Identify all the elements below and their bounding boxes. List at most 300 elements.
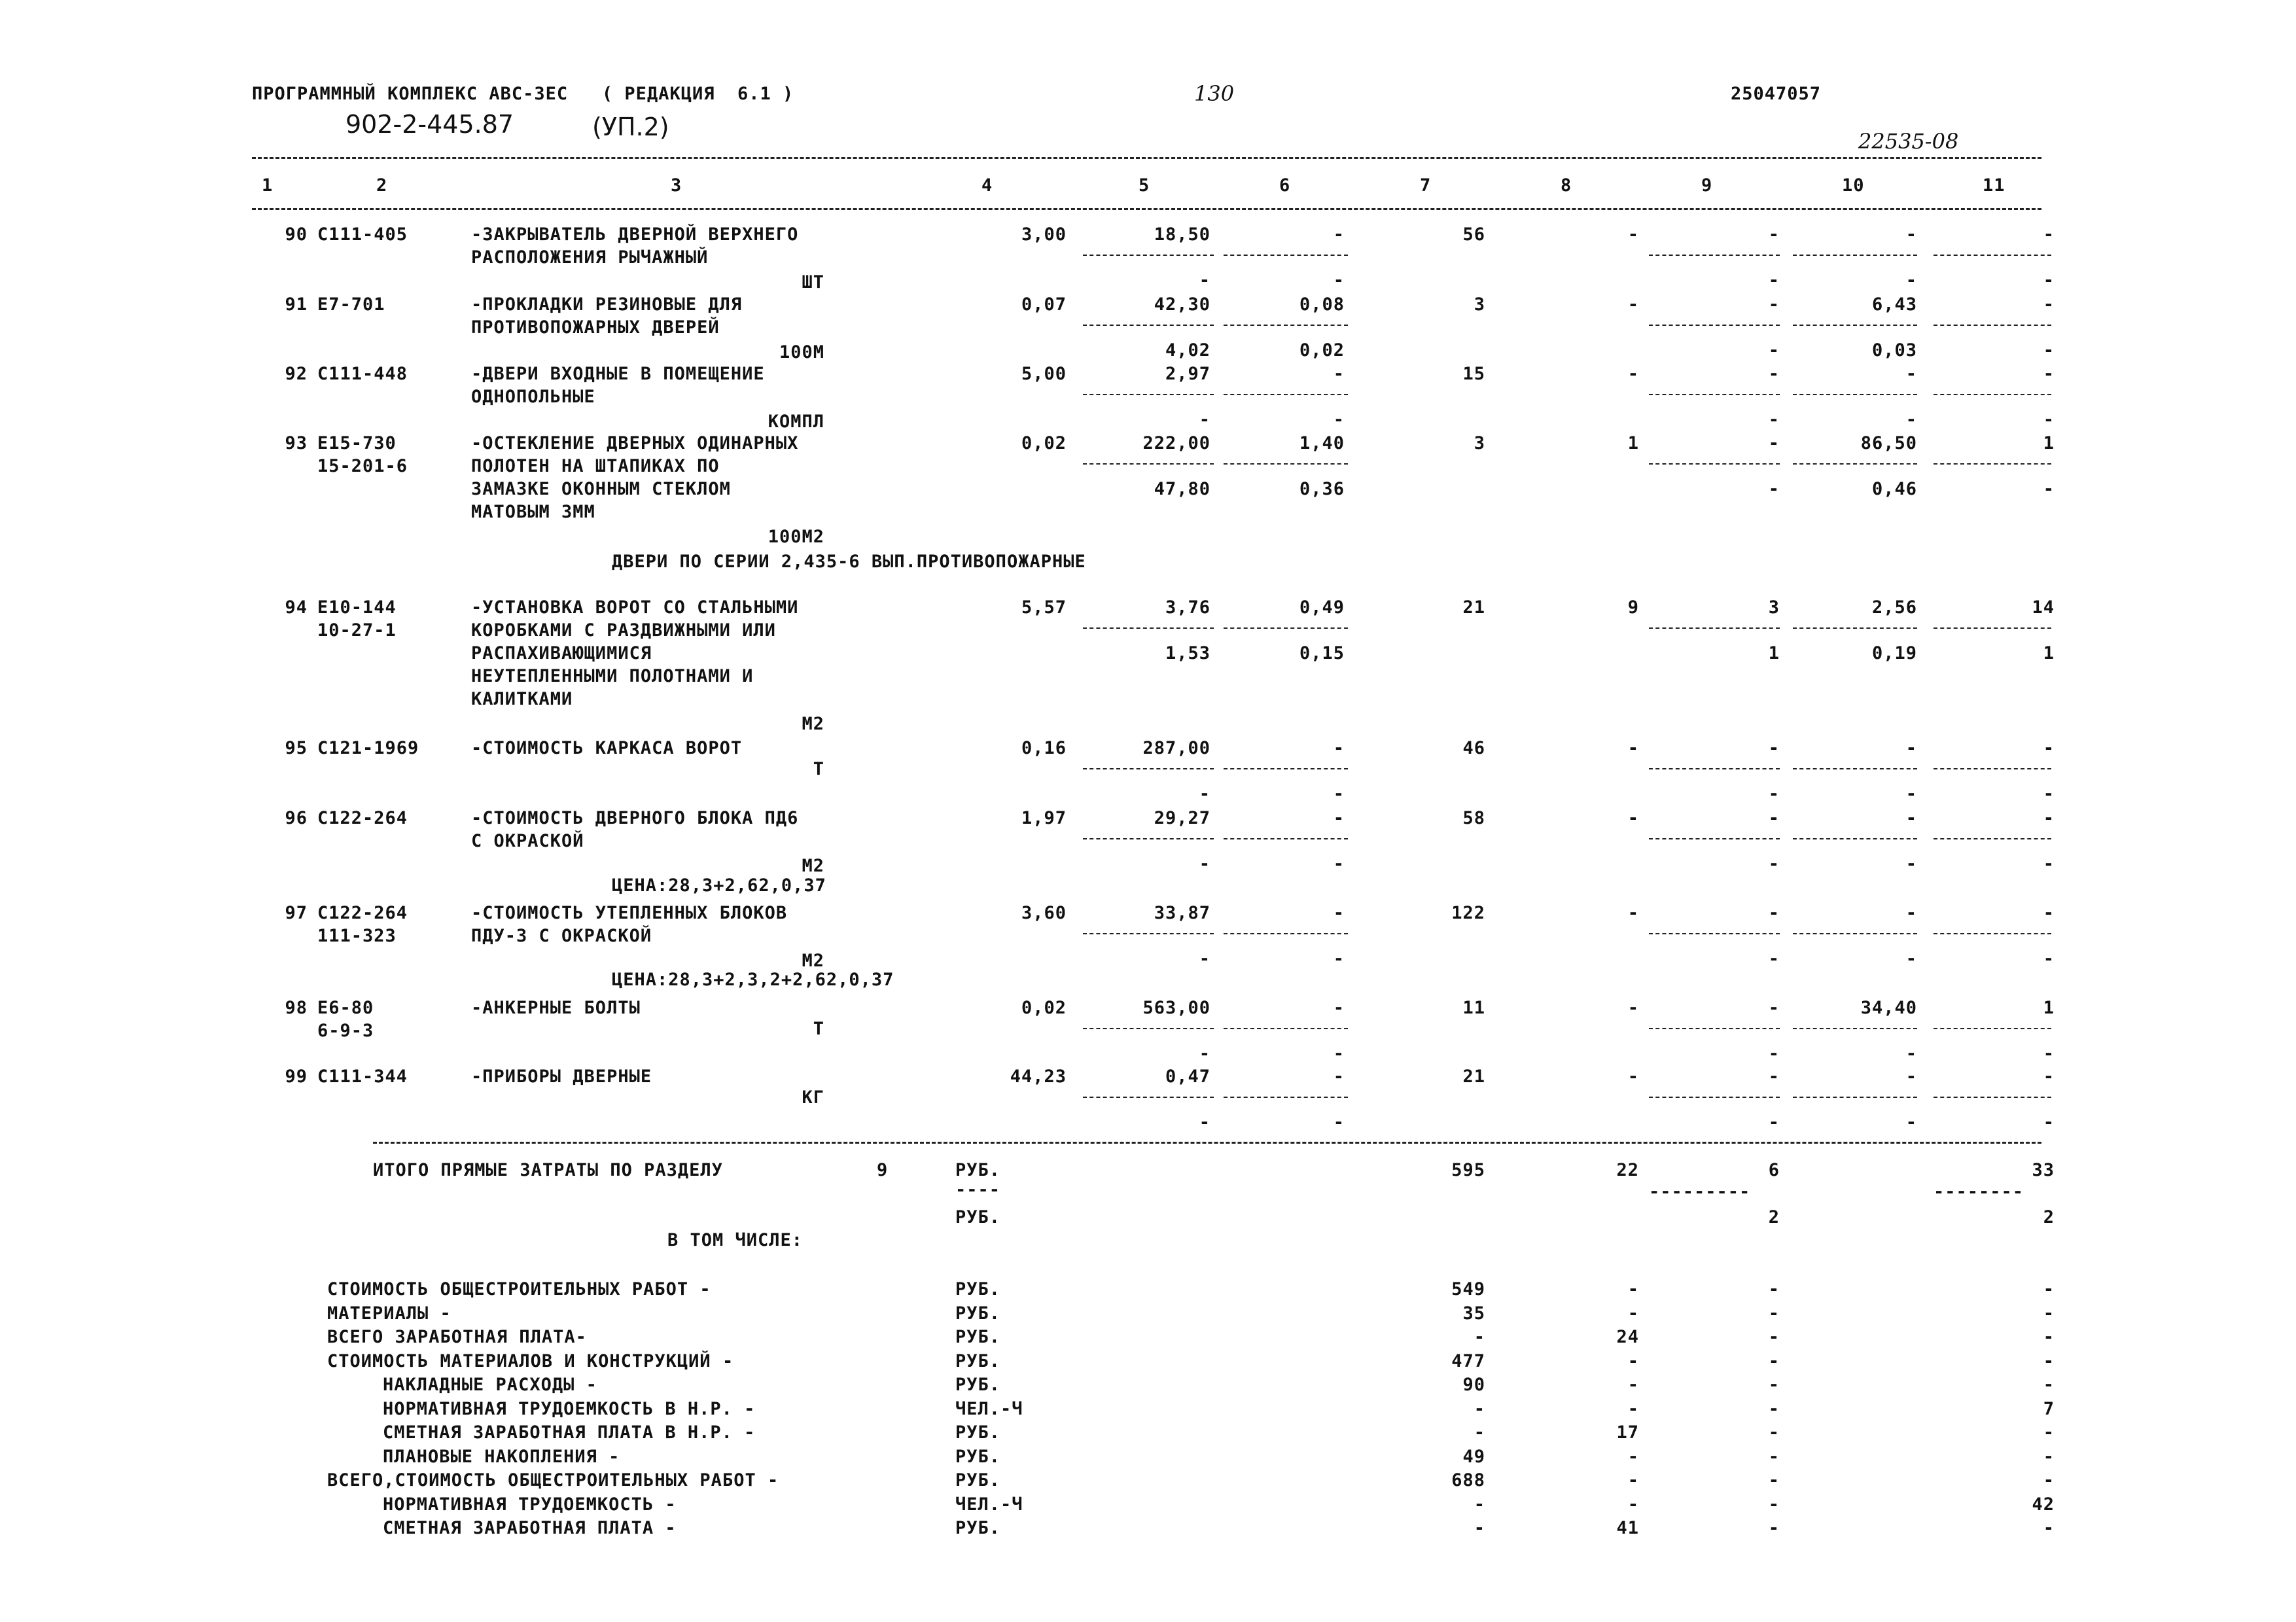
value-c6-sub: - bbox=[1333, 410, 1345, 430]
value-c6: - bbox=[1333, 903, 1345, 923]
value-c9: 3 bbox=[1768, 597, 1780, 618]
breakdown-unit: РУБ. bbox=[955, 1279, 1001, 1299]
work-description: ЗАМАЗКЕ ОКОННЫМ СТЕКЛОМ bbox=[471, 479, 731, 499]
breakdown-col9: - bbox=[1768, 1327, 1780, 1347]
breakdown-col7: - bbox=[1474, 1518, 1485, 1538]
value-c6: - bbox=[1333, 1067, 1345, 1087]
value-c5: 287,00 bbox=[1142, 738, 1210, 758]
work-description: -ДВЕРИ ВХОДНЫЕ В ПОМЕЩЕНИЕ bbox=[471, 364, 765, 384]
wage-total: - bbox=[1627, 998, 1639, 1018]
cell-divider bbox=[1934, 463, 2051, 465]
resource-code: С111-405 bbox=[317, 224, 408, 245]
breakdown-col11: - bbox=[2043, 1279, 2055, 1299]
value-c11: - bbox=[2043, 903, 2055, 923]
cell-divider bbox=[1649, 838, 1780, 839]
quantity: 0,02 bbox=[1021, 998, 1067, 1018]
cell-divider bbox=[1649, 933, 1780, 934]
value-c6-sub: - bbox=[1333, 1112, 1345, 1133]
work-description: -ПРИБОРЫ ДВЕРНЫЕ bbox=[471, 1067, 652, 1087]
work-description: РАСПАХИВАЮЩИМИСЯ bbox=[471, 643, 652, 663]
value-c10-sub: - bbox=[1905, 1044, 1917, 1064]
value-c6: - bbox=[1333, 224, 1345, 245]
breakdown-col7: 35 bbox=[1462, 1303, 1485, 1324]
cell-divider bbox=[1083, 394, 1214, 395]
cell-divider bbox=[1934, 394, 2051, 395]
breakdown-col8: 24 bbox=[1616, 1327, 1639, 1347]
value-c11-sub: 1 bbox=[2043, 643, 2055, 663]
row-number: 99 bbox=[285, 1067, 308, 1087]
colnum-4: 4 bbox=[981, 175, 993, 196]
value-c11: - bbox=[2043, 808, 2055, 828]
value-c11: - bbox=[2043, 1067, 2055, 1087]
work-description: ПДУ-3 С ОКРАСКОЙ bbox=[471, 926, 652, 946]
value-c10: - bbox=[1905, 364, 1917, 384]
wage-total: - bbox=[1627, 903, 1639, 923]
breakdown-unit: РУБ. bbox=[955, 1303, 1001, 1324]
value-c10: - bbox=[1905, 903, 1917, 923]
value-c11-sub: - bbox=[2043, 479, 2055, 499]
cell-divider bbox=[1224, 1097, 1348, 1098]
value-c11: 1 bbox=[2043, 998, 2055, 1018]
value-c5: 222,00 bbox=[1142, 433, 1210, 453]
breakdown-col7: 49 bbox=[1462, 1447, 1485, 1467]
resource-code: С122-264 bbox=[317, 903, 408, 923]
value-c6-sub: - bbox=[1333, 1044, 1345, 1064]
value-c11-sub: - bbox=[2043, 949, 2055, 969]
cell-divider bbox=[1793, 838, 1917, 839]
work-description: -АНКЕРНЫЕ БОЛТЫ bbox=[471, 998, 641, 1018]
cell-divider bbox=[1793, 463, 1917, 465]
breakdown-col7: - bbox=[1474, 1327, 1485, 1347]
total-col11-sub: 2 bbox=[2043, 1207, 2055, 1227]
value-c10: - bbox=[1905, 1067, 1917, 1087]
row-number: 93 bbox=[285, 433, 308, 453]
breakdown-col11: - bbox=[2043, 1327, 2055, 1347]
cost-total: 3 bbox=[1474, 433, 1485, 453]
cell-divider bbox=[1224, 768, 1348, 769]
cell-divider bbox=[1083, 463, 1214, 465]
cell-divider bbox=[1934, 255, 2051, 256]
total-col11: 33 bbox=[2032, 1160, 2055, 1180]
breakdown-col7: 90 bbox=[1462, 1375, 1485, 1395]
cell-divider bbox=[1224, 1028, 1348, 1029]
value-c6-sub: 0,02 bbox=[1299, 340, 1345, 361]
cost-total: 58 bbox=[1462, 808, 1485, 828]
row-number: 90 bbox=[285, 224, 308, 245]
resource-code: Е6-80 bbox=[317, 998, 374, 1018]
unit-of-measure: ШТ bbox=[802, 272, 824, 292]
value-c9-sub: - bbox=[1768, 410, 1780, 430]
unit-of-measure: КГ bbox=[802, 1087, 824, 1108]
colnum-5: 5 bbox=[1139, 175, 1150, 196]
breakdown-label: СТОИМОСТЬ ОБЩЕСТРОИТЕЛЬНЫХ РАБОТ - bbox=[327, 1279, 711, 1299]
header-bottom-rule bbox=[252, 208, 2041, 210]
wage-total: - bbox=[1627, 224, 1639, 245]
breakdown-col8: - bbox=[1627, 1279, 1639, 1299]
cost-total: 15 bbox=[1462, 364, 1485, 384]
value-c9: - bbox=[1768, 903, 1780, 923]
value-c9-sub: - bbox=[1768, 270, 1780, 291]
breakdown-unit: РУБ. bbox=[955, 1351, 1001, 1371]
breakdown-col11: - bbox=[2043, 1375, 2055, 1395]
cell-divider bbox=[1083, 1028, 1214, 1029]
work-description: КАЛИТКАМИ bbox=[471, 689, 573, 709]
value-c11-sub: - bbox=[2043, 1112, 2055, 1133]
value-c11-sub: - bbox=[2043, 1044, 2055, 1064]
value-c9: - bbox=[1768, 294, 1780, 315]
price-note-96: ЦЕНА:28,3+2,62,0,37 bbox=[612, 875, 826, 896]
unit-of-measure: Т bbox=[813, 1019, 824, 1039]
program-header: ПРОГРАММНЫЙ КОМПЛЕКС АВС-ЗЕС ( РЕДАКЦИЯ 6.1 ) bbox=[252, 84, 794, 104]
cell-divider bbox=[1083, 838, 1214, 839]
breakdown-col9: - bbox=[1768, 1375, 1780, 1395]
value-c9-sub: - bbox=[1768, 1112, 1780, 1133]
header-top-rule bbox=[252, 157, 2041, 159]
cell-divider bbox=[1793, 1097, 1917, 1098]
unit-of-measure: М2 bbox=[802, 714, 824, 734]
value-c10: - bbox=[1905, 738, 1917, 758]
quantity: 5,57 bbox=[1021, 597, 1067, 618]
work-description: -ПРОКЛАДКИ РЕЗИНОВЫЕ ДЛЯ bbox=[471, 294, 743, 315]
value-c5-sub: 4,02 bbox=[1165, 340, 1210, 361]
cell-divider bbox=[1793, 325, 1917, 326]
breakdown-col9: - bbox=[1768, 1422, 1780, 1443]
quantity: 0,07 bbox=[1021, 294, 1067, 315]
value-c6: 0,08 bbox=[1299, 294, 1345, 315]
cell-divider bbox=[1649, 394, 1780, 395]
quantity: 0,16 bbox=[1021, 738, 1067, 758]
work-description: -СТОИМОСТЬ УТЕПЛЕННЫХ БЛОКОВ bbox=[471, 903, 788, 923]
cell-divider bbox=[1649, 768, 1780, 769]
breakdown-label: СТОИМОСТЬ МАТЕРИАЛОВ И КОНСТРУКЦИЙ - bbox=[327, 1351, 734, 1371]
cost-total: 46 bbox=[1462, 738, 1485, 758]
breakdown-label: НАКЛАДНЫЕ РАСХОДЫ - bbox=[383, 1375, 597, 1395]
breakdown-col8: - bbox=[1627, 1303, 1639, 1324]
breakdown-col9: - bbox=[1768, 1351, 1780, 1371]
wage-total: 9 bbox=[1627, 597, 1639, 618]
total-col8: 22 bbox=[1616, 1160, 1639, 1180]
value-c9: - bbox=[1768, 998, 1780, 1018]
value-c6: - bbox=[1333, 738, 1345, 758]
cell-divider bbox=[1224, 463, 1348, 465]
cell-divider bbox=[1934, 933, 2051, 934]
cell-divider bbox=[1793, 768, 1917, 769]
value-c5: 18,50 bbox=[1154, 224, 1210, 245]
breakdown-col8: 17 bbox=[1616, 1422, 1639, 1443]
quantity: 3,00 bbox=[1021, 224, 1067, 245]
value-c6-sub: - bbox=[1333, 784, 1345, 804]
value-c10-sub: 0,19 bbox=[1871, 643, 1917, 663]
breakdown-col9: - bbox=[1768, 1494, 1780, 1515]
breakdown-col11: - bbox=[2043, 1470, 2055, 1490]
cell-divider bbox=[1224, 627, 1348, 629]
cell-divider bbox=[1934, 768, 2051, 769]
value-c11-sub: - bbox=[2043, 270, 2055, 291]
unit-of-measure: Т bbox=[813, 759, 824, 779]
resource-code: С121-1969 bbox=[317, 738, 419, 758]
value-c10-sub: - bbox=[1905, 784, 1917, 804]
breakdown-col9: - bbox=[1768, 1470, 1780, 1490]
value-c9: - bbox=[1768, 808, 1780, 828]
value-c11-sub: - bbox=[2043, 410, 2055, 430]
resource-code: С111-448 bbox=[317, 364, 408, 384]
cell-divider bbox=[1649, 255, 1780, 256]
reference-number: 22535-08 bbox=[1858, 129, 1959, 154]
value-c6-sub: 0,15 bbox=[1299, 643, 1345, 663]
row-number: 94 bbox=[285, 597, 308, 618]
cell-divider bbox=[1793, 933, 1917, 934]
value-c10: - bbox=[1905, 224, 1917, 245]
breakdown-col8: - bbox=[1627, 1494, 1639, 1515]
work-description: -ЗАКРЫВАТЕЛЬ ДВЕРНОЙ ВЕРХНЕГО bbox=[471, 224, 799, 245]
value-c5: 3,76 bbox=[1165, 597, 1210, 618]
breakdown-label: ВСЕГО ЗАРАБОТНАЯ ПЛАТА- bbox=[327, 1327, 587, 1347]
value-c10-sub: - bbox=[1905, 410, 1917, 430]
breakdown-col8: - bbox=[1627, 1351, 1639, 1371]
resource-code: Е10-144 bbox=[317, 597, 397, 618]
cell-divider bbox=[1224, 255, 1348, 256]
value-c9-sub: - bbox=[1768, 854, 1780, 874]
value-c5: 2,97 bbox=[1165, 364, 1210, 384]
value-c9: - bbox=[1768, 1067, 1780, 1087]
work-description: МАТОВЫМ ЗММ bbox=[471, 502, 595, 522]
value-c5: 42,30 bbox=[1154, 294, 1210, 315]
cell-divider bbox=[1934, 1097, 2051, 1098]
cost-total: 11 bbox=[1462, 998, 1485, 1018]
value-c9-sub: 1 bbox=[1768, 643, 1780, 663]
breakdown-col8: - bbox=[1627, 1375, 1639, 1395]
cell-divider bbox=[1649, 627, 1780, 629]
cell-divider bbox=[1083, 768, 1214, 769]
value-c5: 33,87 bbox=[1154, 903, 1210, 923]
breakdown-unit: РУБ. bbox=[955, 1470, 1001, 1490]
value-c6: 1,40 bbox=[1299, 433, 1345, 453]
breakdown-col11: 7 bbox=[2043, 1399, 2055, 1419]
cell-divider bbox=[1793, 255, 1917, 256]
colnum-7: 7 bbox=[1420, 175, 1432, 196]
value-c11-sub: - bbox=[2043, 854, 2055, 874]
album-number: (УП.2) bbox=[592, 113, 669, 141]
colnum-3: 3 bbox=[671, 175, 682, 196]
breakdown-label: МАТЕРИАЛЫ - bbox=[327, 1303, 451, 1324]
cost-total: 21 bbox=[1462, 1067, 1485, 1087]
cell-divider bbox=[1793, 1028, 1917, 1029]
breakdown-label: СМЕТНАЯ ЗАРАБОТНАЯ ПЛАТА - bbox=[383, 1518, 677, 1538]
value-c5-sub: 47,80 bbox=[1154, 479, 1210, 499]
breakdown-col9: - bbox=[1768, 1303, 1780, 1324]
wage-total: - bbox=[1627, 738, 1639, 758]
cell-divider bbox=[1224, 325, 1348, 326]
value-c10-sub: - bbox=[1905, 1112, 1917, 1133]
cell-divider bbox=[1224, 394, 1348, 395]
value-c9-sub: - bbox=[1768, 340, 1780, 361]
cell-divider bbox=[1083, 933, 1214, 934]
quantity: 5,00 bbox=[1021, 364, 1067, 384]
colnum-8: 8 bbox=[1561, 175, 1572, 196]
work-description: ПРОТИВОПОЖАРНЫХ ДВЕРЕЙ bbox=[471, 317, 720, 338]
work-description: РАСПОЛОЖЕНИЯ РЫЧАЖНЫЙ bbox=[471, 247, 709, 268]
total-label: ИТОГО ПРЯМЫЕ ЗАТРАТЫ ПО РАЗДЕЛУ bbox=[373, 1160, 723, 1180]
row-number: 98 bbox=[285, 998, 308, 1018]
value-c6: 0,49 bbox=[1299, 597, 1345, 618]
breakdown-unit: ЧЕЛ.-Ч bbox=[955, 1399, 1023, 1419]
breakdown-col7: 477 bbox=[1451, 1351, 1485, 1371]
value-c10: - bbox=[1905, 808, 1917, 828]
value-c9: - bbox=[1768, 738, 1780, 758]
cell-divider bbox=[1649, 1028, 1780, 1029]
value-c10: 34,40 bbox=[1860, 998, 1917, 1018]
breakdown-label: НОРМАТИВНАЯ ТРУДОЕМКОСТЬ - bbox=[383, 1494, 677, 1515]
cell-divider bbox=[1649, 325, 1780, 326]
colnum-11: 11 bbox=[1983, 175, 2005, 196]
value-c11: - bbox=[2043, 224, 2055, 245]
value-c5-sub: - bbox=[1199, 270, 1210, 291]
total-col9-sub: 2 bbox=[1768, 1207, 1780, 1227]
value-c9-sub: - bbox=[1768, 1044, 1780, 1064]
breakdown-col8: - bbox=[1627, 1470, 1639, 1490]
wage-total: - bbox=[1627, 1067, 1639, 1087]
breakdown-col7: - bbox=[1474, 1422, 1485, 1443]
value-c6-sub: 0,36 bbox=[1299, 479, 1345, 499]
cost-total: 3 bbox=[1474, 294, 1485, 315]
breakdown-label: СМЕТНАЯ ЗАРАБОТНАЯ ПЛАТА В Н.Р. - bbox=[383, 1422, 756, 1443]
wage-total: - bbox=[1627, 808, 1639, 828]
breakdown-label: НОРМАТИВНАЯ ТРУДОЕМКОСТЬ В Н.Р. - bbox=[383, 1399, 756, 1419]
breakdown-col11: - bbox=[2043, 1447, 2055, 1467]
wage-total: - bbox=[1627, 294, 1639, 315]
value-c5-sub: 1,53 bbox=[1165, 643, 1210, 663]
summary-rule bbox=[373, 1142, 2041, 1144]
value-c10: 86,50 bbox=[1860, 433, 1917, 453]
wage-total: 1 bbox=[1627, 433, 1639, 453]
colnum-6: 6 bbox=[1279, 175, 1291, 196]
breakdown-unit: РУБ. bbox=[955, 1518, 1001, 1538]
work-description: НЕУТЕПЛЕННЫМИ ПОЛОТНАМИ И bbox=[471, 666, 754, 686]
cell-divider bbox=[1224, 933, 1348, 934]
unit-of-measure: 100М2 bbox=[768, 527, 824, 547]
project-number: 902-2-445.87 bbox=[345, 110, 514, 139]
value-c5: 0,47 bbox=[1165, 1067, 1210, 1087]
resource-code: Е7-701 bbox=[317, 294, 385, 315]
breakdown-col7: 688 bbox=[1451, 1470, 1485, 1490]
breakdown-unit: РУБ. bbox=[955, 1375, 1001, 1395]
breakdown-col9: - bbox=[1768, 1399, 1780, 1419]
cost-total: 56 bbox=[1462, 224, 1485, 245]
breakdown-label: ПЛАНОВЫЕ НАКОПЛЕНИЯ - bbox=[383, 1447, 620, 1467]
breakdown-col9: - bbox=[1768, 1447, 1780, 1467]
section-number: 9 bbox=[877, 1160, 889, 1180]
breakdown-label: ВСЕГО,СТОИМОСТЬ ОБЩЕСТРОИТЕЛЬНЫХ РАБОТ - bbox=[327, 1470, 779, 1490]
cell-divider bbox=[1793, 394, 1917, 395]
price-note-97: ЦЕНА:28,3+2,3,2+2,62,0,37 bbox=[612, 970, 894, 990]
value-c10: 6,43 bbox=[1871, 294, 1917, 315]
breakdown-unit: РУБ. bbox=[955, 1327, 1001, 1347]
value-c11: - bbox=[2043, 364, 2055, 384]
value-c5-sub: - bbox=[1199, 784, 1210, 804]
breakdown-col8: 41 bbox=[1616, 1518, 1639, 1538]
cell-divider bbox=[1083, 255, 1214, 256]
row-number: 92 bbox=[285, 364, 308, 384]
value-c6-sub: - bbox=[1333, 949, 1345, 969]
row-number: 95 bbox=[285, 738, 308, 758]
value-c9-sub: - bbox=[1768, 784, 1780, 804]
cell-divider bbox=[1934, 627, 2051, 629]
unit-of-measure: М2 bbox=[802, 856, 824, 876]
work-description: С ОКРАСКОЙ bbox=[471, 831, 584, 851]
cell-divider bbox=[1649, 1097, 1780, 1098]
cell-divider bbox=[1793, 627, 1917, 629]
value-c9: - bbox=[1768, 433, 1780, 453]
including-heading: В ТОМ ЧИСЛЕ: bbox=[667, 1230, 804, 1250]
unit-of-measure: 100М bbox=[779, 342, 824, 362]
breakdown-col7: - bbox=[1474, 1494, 1485, 1515]
value-c11-sub: - bbox=[2043, 784, 2055, 804]
value-c11: - bbox=[2043, 738, 2055, 758]
unit-of-measure: КОМПЛ bbox=[768, 412, 824, 432]
breakdown-col11: - bbox=[2043, 1518, 2055, 1538]
value-c5-sub: - bbox=[1199, 410, 1210, 430]
colnum-2: 2 bbox=[376, 175, 388, 196]
breakdown-unit: РУБ. bbox=[955, 1447, 1001, 1467]
quantity: 3,60 bbox=[1021, 903, 1067, 923]
breakdown-unit: РУБ. bbox=[955, 1422, 1001, 1443]
series-heading: ДВЕРИ ПО СЕРИИ 2,435-6 ВЫП.ПРОТИВОПОЖАРНЫЕ bbox=[612, 552, 1086, 572]
cell-divider bbox=[1934, 325, 2051, 326]
cell-divider bbox=[1934, 1028, 2051, 1029]
breakdown-col11: - bbox=[2043, 1303, 2055, 1324]
row-number: 91 bbox=[285, 294, 308, 315]
cell-divider bbox=[1649, 463, 1780, 465]
work-description: -СТОИМОСТЬ ДВЕРНОГО БЛОКА ПД6 bbox=[471, 808, 799, 828]
value-c5-sub: - bbox=[1199, 949, 1210, 969]
resource-code: 15-201-6 bbox=[317, 456, 408, 476]
value-c5: 563,00 bbox=[1142, 998, 1210, 1018]
colnum-9: 9 bbox=[1701, 175, 1713, 196]
resource-code: С111-344 bbox=[317, 1067, 408, 1087]
work-description: ПОЛОТЕН НА ШТАПИКАХ ПО bbox=[471, 456, 720, 476]
cell-divider bbox=[1083, 325, 1214, 326]
value-c11: - bbox=[2043, 294, 2055, 315]
document-code: 25047057 bbox=[1731, 84, 1822, 104]
quantity: 0,02 bbox=[1021, 433, 1067, 453]
cost-total: 21 bbox=[1462, 597, 1485, 618]
value-c6: - bbox=[1333, 998, 1345, 1018]
breakdown-col8: - bbox=[1627, 1399, 1639, 1419]
row-number: 97 bbox=[285, 903, 308, 923]
cell-divider bbox=[1083, 627, 1214, 629]
value-c9-sub: - bbox=[1768, 479, 1780, 499]
cell-divider bbox=[1224, 838, 1348, 839]
unit-of-measure: М2 bbox=[802, 951, 824, 971]
value-c10-sub: - bbox=[1905, 270, 1917, 291]
breakdown-col7: 549 bbox=[1451, 1279, 1485, 1299]
work-description: -УСТАНОВКА ВОРОТ СО СТАЛЬНЫМИ bbox=[471, 597, 799, 618]
breakdown-col7: - bbox=[1474, 1399, 1485, 1419]
cost-total: 122 bbox=[1451, 903, 1485, 923]
breakdown-col11: - bbox=[2043, 1351, 2055, 1371]
value-c10: 2,56 bbox=[1871, 597, 1917, 618]
resource-code: 6-9-3 bbox=[317, 1021, 374, 1041]
breakdown-col11: - bbox=[2043, 1422, 2055, 1443]
value-c6-sub: - bbox=[1333, 854, 1345, 874]
row-number: 96 bbox=[285, 808, 308, 828]
value-c11: 1 bbox=[2043, 433, 2055, 453]
work-description: -СТОИМОСТЬ КАРКАСА ВОРОТ bbox=[471, 738, 743, 758]
resource-code: 111-323 bbox=[317, 926, 397, 946]
value-c6: - bbox=[1333, 808, 1345, 828]
value-c9-sub: - bbox=[1768, 949, 1780, 969]
breakdown-col8: - bbox=[1627, 1447, 1639, 1467]
